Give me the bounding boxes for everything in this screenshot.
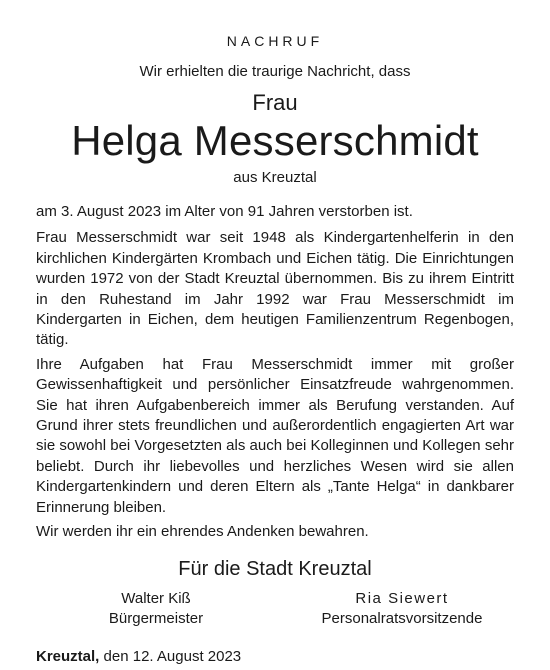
signatories xyxy=(36,589,514,629)
notice-heading: NACHRUF xyxy=(226,33,324,49)
deceased-name: Helga Messerschmidt xyxy=(71,117,479,164)
origin-text: aus Kreuztal xyxy=(233,169,317,186)
footer-date: den 12. August 2023 xyxy=(99,647,242,665)
signatory-name: Ria Siewert xyxy=(355,589,449,607)
footer-place: Kreuztal, xyxy=(36,647,100,665)
place-date-footer xyxy=(36,647,514,667)
signatory-name: Walter Kiß xyxy=(121,589,191,607)
biography-paragraph: Frau Messerschmidt war seit 1948 als Kindergartenhelferin in den kirchlichen Kindergärten Krombach und Eichen tätig. Die Einrichtungen wurden 1972 von der Stadt Kreuztal übernommen. Bis zu ihrem Eintritt in den Ruhestand im Jahr 1992 war Frau Messerschmidt im Kindergarten in Eichen, dem heutigen Familienzentrum Regenbogen, tätig. xyxy=(36,229,514,349)
signatory-role: Personalratsvorsitzende xyxy=(321,609,483,627)
organization-title: Für die Stadt Kreuztal xyxy=(178,557,372,580)
intro-text: Wir erhielten die traurige Nachricht, dass xyxy=(139,63,411,80)
signatory-mayor xyxy=(46,589,266,629)
closing-line: Wir werden ihr ein ehrendes Andenken bewahren. xyxy=(36,523,369,541)
signatory-staff-council xyxy=(282,589,522,629)
signatory-role: Bürgermeister xyxy=(108,609,204,627)
tribute-paragraph: Ihre Aufgaben hat Frau Messerschmidt immer mit großer Gewissenhaftigkeit und persönlicher Einsatzfreude wahrgenommen. Sie hat ihren Aufgabenbereich immer als Berufung verstanden. Auf Grund ihrer stets freundlichen und außerordentlich engagierten Art war sie sowohl bei Vorgesetzten als auch bei Kolleginnen und Kollegen sehr beliebt. Durch ihr liebevolles und herzliches Wesen wird sie allen Kindergartenkindern und deren Eltern als „Tante Helga“ in dankbarer Erinnerung bleiben. xyxy=(36,355,514,516)
salutation: Frau xyxy=(252,90,298,115)
date-of-death-line: am 3. August 2023 im Alter von 91 Jahren verstorben ist. xyxy=(36,203,413,220)
